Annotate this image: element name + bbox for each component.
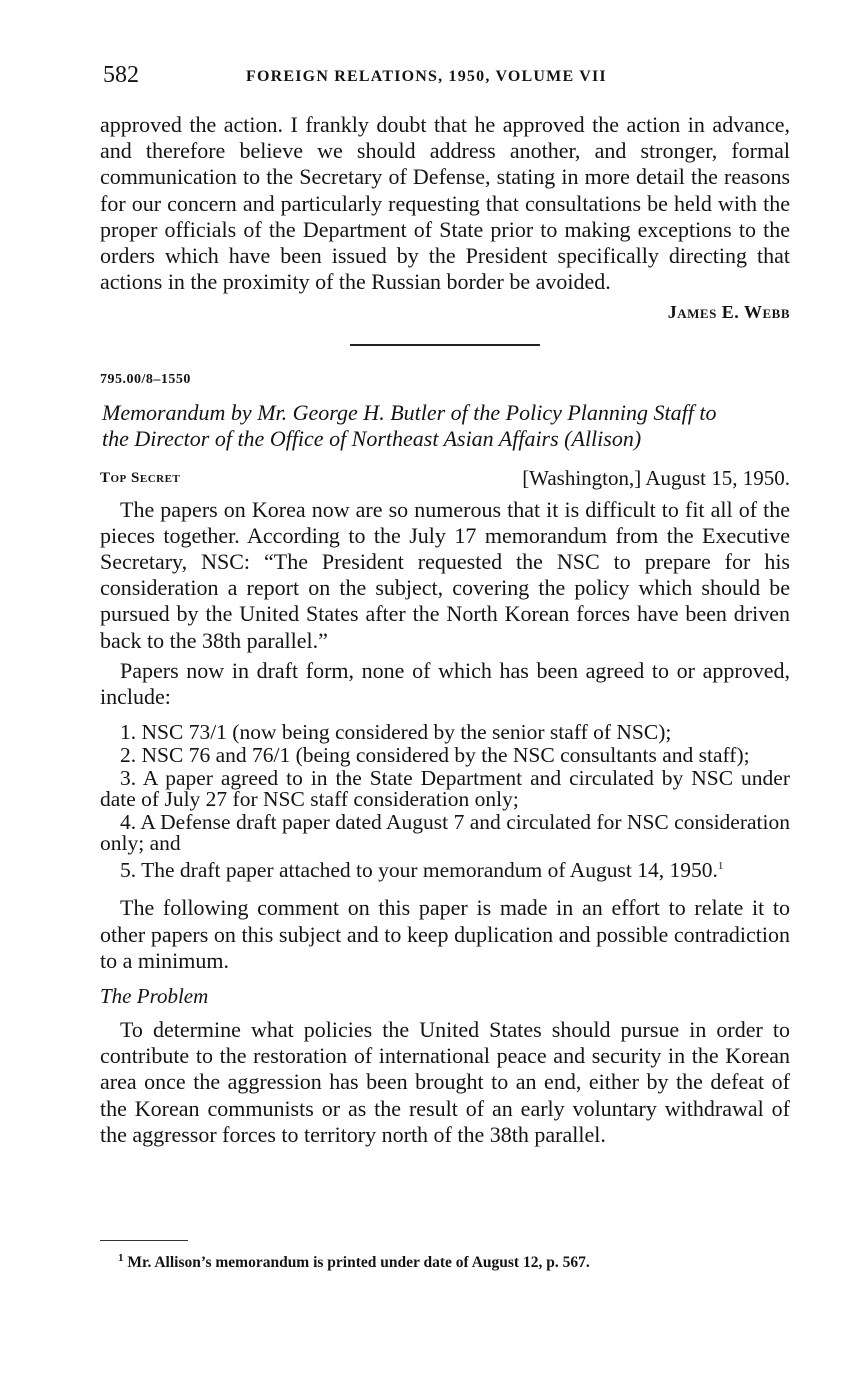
classification: Top Secret: [100, 469, 181, 486]
list-item: 4. A Defense draft paper dated August 7 and circulated for NSC consideration only; and: [100, 810, 790, 856]
list-item: 3. A paper agreed to in the State Department and circulated by NSC under date of July 27 for NSC staff consideration only;: [100, 766, 790, 812]
paragraph-4: To determine what policies the United States should pursue in order to contribute to the restoration of international peace and security in the Korean area once the aggression has been brought to an end, either by the defeat of the Korean communists or as the result of an early voluntary withdrawal of the aggressor forces to territory north of the 38th parallel.: [100, 1017, 790, 1147]
footnote-reference: 1: [717, 860, 724, 873]
footnote-text: Mr. Allison’s memorandum is printed under date of August 12, p. 567.: [127, 1254, 590, 1272]
footnote: [118, 1252, 590, 1272]
list-item-text: 5. The draft paper attached to your memorandum of August 14, 1950.: [120, 858, 718, 883]
memo-title-line-2: the Director of the Office of Northeast Asian Affairs (Allison): [102, 425, 642, 451]
page-header: [100, 62, 790, 98]
memo-body-continued: [100, 895, 790, 974]
list-item: 2. NSC 76 and 76/1 (being considered by the NSC consultants and staff);: [120, 743, 750, 768]
paragraph-2: Papers now in draft form, none of which has been agreed to or approved, include:: [100, 657, 790, 710]
signature: James E. Webb: [667, 302, 790, 323]
page-number: 582: [103, 62, 139, 88]
dateline-row: [100, 466, 790, 491]
document-page: [100, 62, 790, 1148]
paragraph-3: The following comment on this paper is made in an effort to relate it to other papers on this subject and to keep duplication and possible contradiction to a minimum.: [100, 895, 790, 973]
footnote-marker: 1: [118, 1252, 124, 1264]
previous-document-ending: [100, 112, 790, 326]
memo-title-line-1: Memorandum by Mr. George H. Butler of the Policy Planning Staff to: [102, 399, 717, 425]
problem-section: [100, 1017, 790, 1148]
memo-body: [100, 497, 790, 711]
paragraph-1: The papers on Korea now are so numerous that it is difficult to fit all of the pieces together. According to the July 17 memorandum from the Executive Secretary, NSC: “The President requested the NSC to prepare for his consideration a report on the subject, covering the policy which should be pursued by the United States after the North Korean forces have been driven back to the 38th parallel.”: [100, 496, 790, 653]
running-head: FOREIGN RELATIONS, 1950, VOLUME VII: [246, 68, 607, 85]
section-heading: The Problem: [100, 984, 209, 1009]
draft-papers-list: [100, 722, 790, 881]
file-number: 795.00/8–1550: [100, 371, 191, 387]
list-item: 1. NSC 73/1 (now being considered by the senior staff of NSC);: [120, 720, 672, 745]
previous-document-paragraph: approved the action. I frankly doubt that he approved the action in advance, and therefore believe we should address another, and stronger, formal communication to the Secretary of Defense, stating in more detail the reasons for our concern and particularly requesting that consultations be held with the proper officials of the Department of State prior to making exceptions to the orders which have been issued by the President specifically directing that actions in the proximity of the Russian border be avoided.: [100, 112, 790, 295]
document-divider: [350, 344, 540, 346]
list-item: [100, 856, 790, 881]
footnote-divider: [100, 1240, 188, 1241]
dateline: [Washington,] August 15, 1950.: [522, 465, 790, 490]
memo-title: [100, 400, 790, 452]
